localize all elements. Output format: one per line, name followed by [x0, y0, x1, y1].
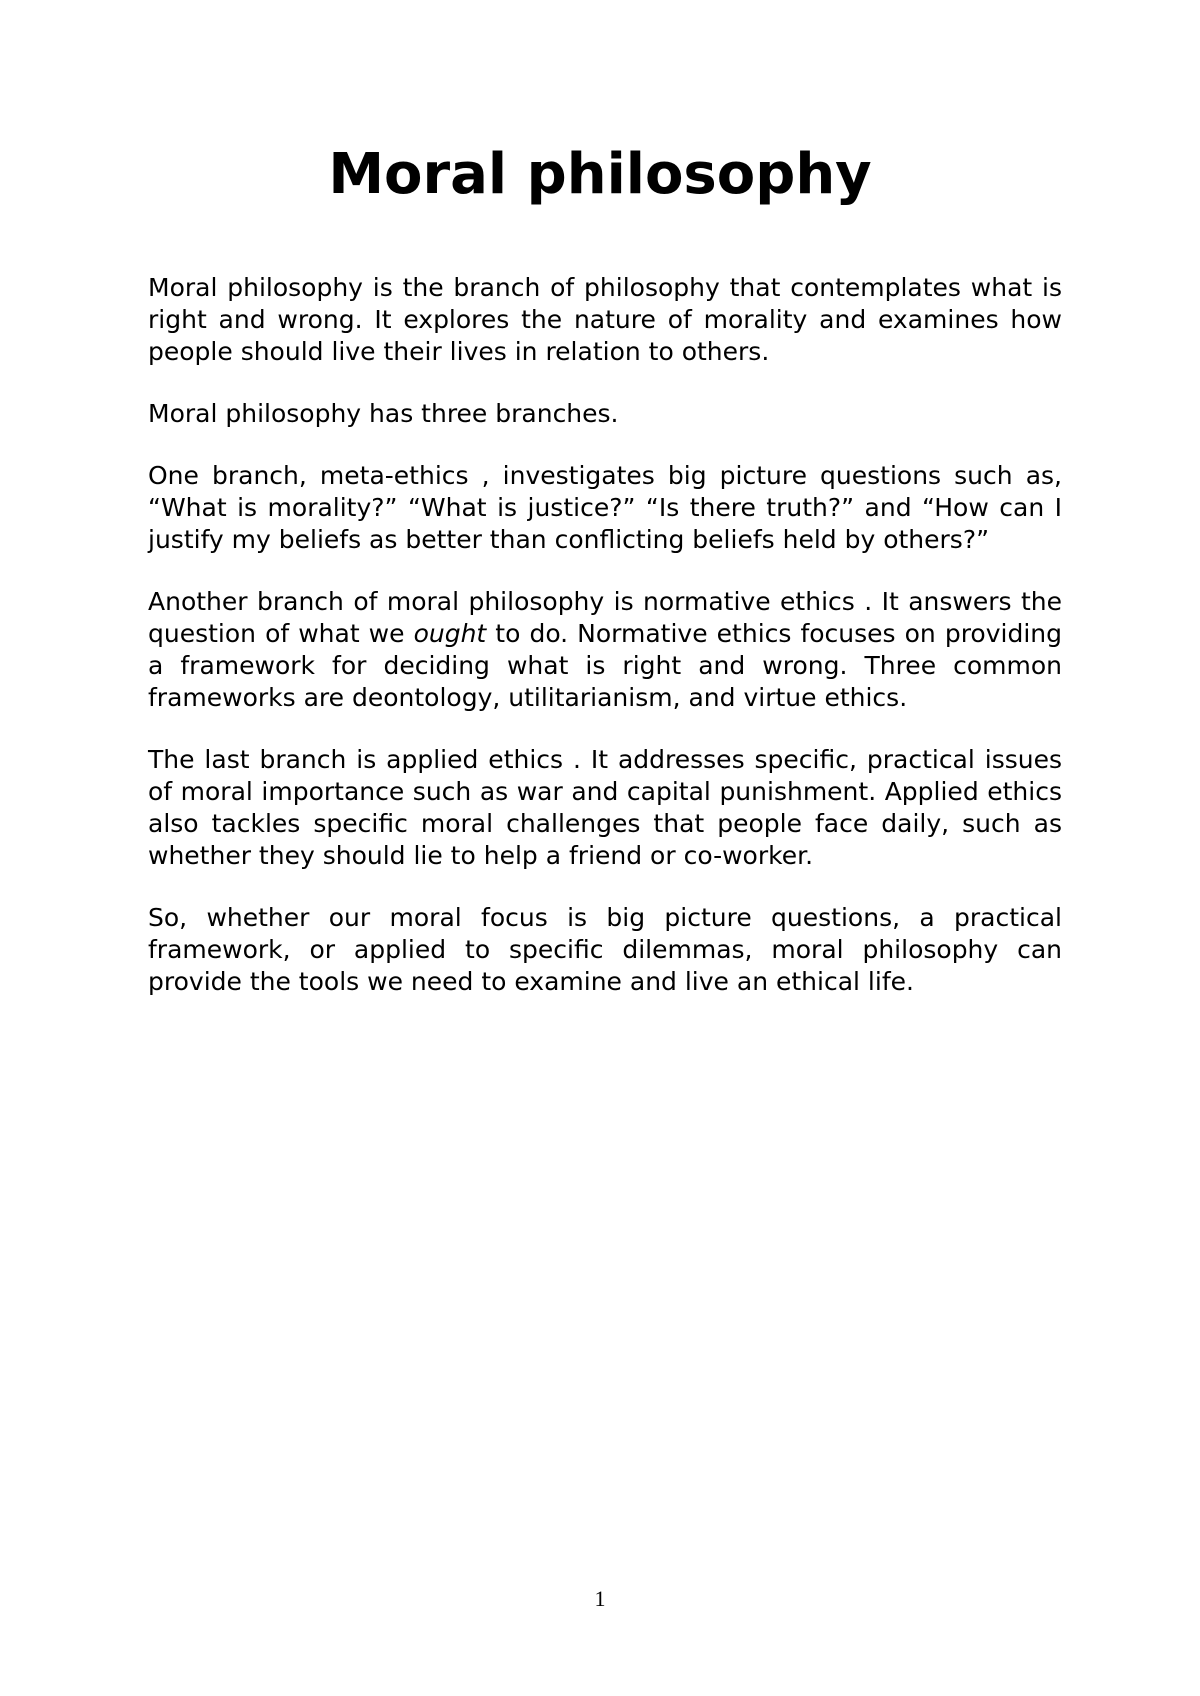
paragraph-normative-ethics — [148, 586, 1062, 714]
normative-text-before: Another branch of moral philosophy is normative ethics . It answers the question of what we — [148, 587, 1062, 648]
document-title: Moral philosophy — [328, 142, 872, 207]
emphasis-ought: ought — [413, 619, 487, 648]
page-number: 1 — [594, 1586, 606, 1611]
paragraph-intro: Moral philosophy is the branch of philosophy that contemplates what is right and wrong. It explores the nature of morality and examines how people should live their lives in relation to others. — [148, 273, 1062, 366]
normative-text-after: to do. Normative ethics focuses on providing a framework for deciding what is right and wrong. Three common frameworks are deontology, utilitarianism, and virtue ethics. — [148, 619, 1062, 712]
paragraph-meta-ethics: One branch, meta-ethics , investigates big picture questions such as, “What is morality?” “What is justice?” “Is there truth?” and “How can I justify my beliefs as better than conflicting beliefs held by others?” — [148, 461, 1062, 554]
document-body — [148, 272, 1062, 1028]
paragraph-applied-ethics: The last branch is applied ethics . It addresses specific, practical issues of moral importance such as war and capital punishment. Applied ethics also tackles specific moral challenges that people face daily, such as whether they should lie to help a friend or co-worker. — [148, 745, 1062, 870]
paragraph-conclusion: So, whether our moral focus is big picture questions, a practical framework, or applied to specific dilemmas, moral philosophy can provide the tools we need to examine and live an ethical life. — [148, 903, 1062, 996]
paragraph-branches-summary: Moral philosophy has three branches. — [148, 399, 619, 428]
